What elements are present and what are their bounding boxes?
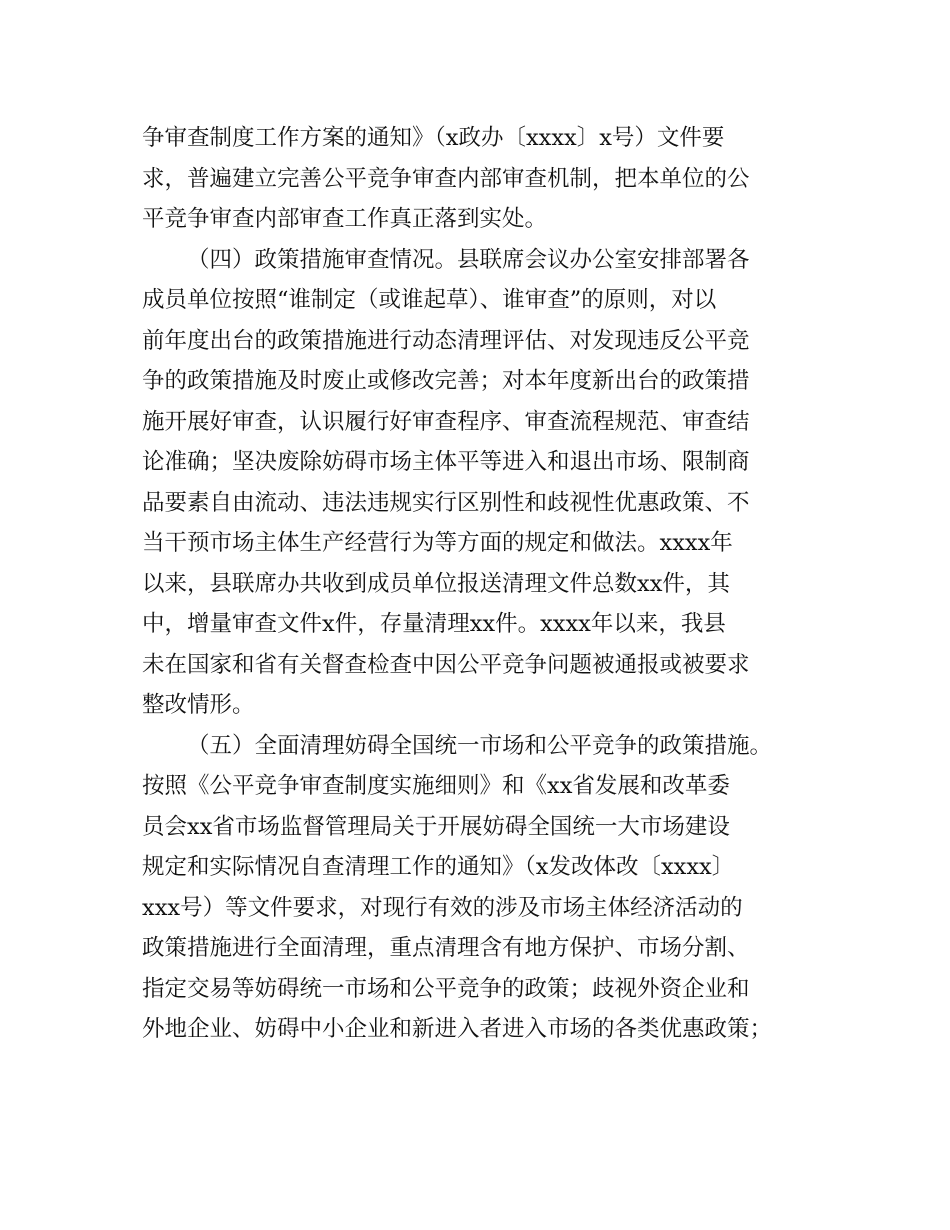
section-4-heading-line: （四）政策措施审查情况。县联席会议办公室安排部署各 [187,246,750,273]
text-line: 求，普遍建立完善公平竞争审查内部审查机制，把本单位的公 [142,165,750,192]
text-line: 政策措施进行全面清理，重点清理含有地方保护、市场分割、 [142,935,750,961]
text-line: 争审查制度工作方案的通知》（x政办〔xxxx〕x号）文件要 [142,125,725,151]
text-line: 以来，县联席办共收到成员单位报送清理文件总数xx件，其 [142,570,730,597]
text-line: 未在国家和省有关督查检查中因公平竞争问题被通报或被要求 [142,651,750,678]
text-line: 按照《公平竞争审查制度实施细则》和《xx省发展和改革委 [142,773,730,799]
text-line: 争的政策措施及时废止或修改完善；对本年度新出台的政策措 [142,368,750,394]
document-body [142,118,832,1050]
text-line: 指定交易等妨碍统一市场和公平竞争的政策；歧视外资企业和 [142,975,750,1002]
text-line: 施开展好审查，认识履行好审查程序、审查流程规范、审查结 [142,408,750,435]
text-line: 员会xx省市场监督管理局关于开展妨碍全国统一大市场建设 [142,813,730,840]
text-line: 品要素自由流动、违法违规实行区别性和歧视性优惠政策、不 [142,489,750,516]
text-line: 规定和实际情况自查清理工作的通知》（x发改体改〔xxxx〕 [142,854,735,880]
text-line: xxx号）等文件要求，对现行有效的涉及市场主体经济活动的 [142,894,743,921]
text-line: 中，增量审查文件x件，存量清理xx件。xxxx年以来，我县 [142,611,726,637]
text-line: 平竞争审查内部审查工作真正落到实处。 [142,206,548,232]
text-line: 当干预市场主体生产经营行为等方面的规定和做法。xxxx年 [142,530,733,556]
text-line: 外地企业、妨碍中小企业和新进入者进入市场的各类优惠政策； [142,1016,773,1042]
section-5-heading-line: （五）全面清理妨碍全国统一市场和公平竞争的政策措施。 [187,732,773,759]
text-line: 前年度出台的政策措施进行动态清理评估、对发现违反公平竞 [142,327,750,354]
text-line: 论准确；坚决废除妨碍市场主体平等进入和退出市场、限制商 [142,449,750,475]
text-line: 成员单位按照“谁制定（或谁起草）、谁审查”的原则，对以 [142,287,717,313]
text-line: 整改情形。 [142,692,255,718]
